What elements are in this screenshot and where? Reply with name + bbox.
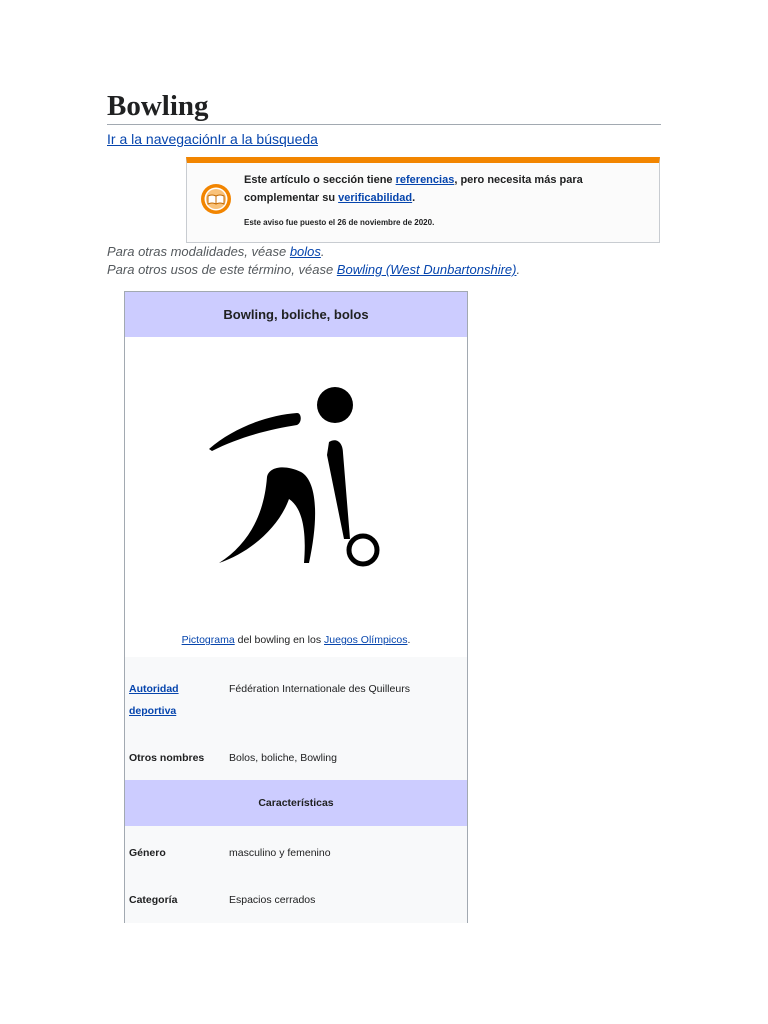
hatnote-suffix: . bbox=[320, 244, 325, 259]
bolos-link[interactable]: bolos bbox=[289, 244, 321, 259]
autoridad-deportiva-link[interactable]: Autoridad deportiva bbox=[129, 683, 179, 717]
hatnote-suffix: . bbox=[516, 262, 521, 277]
row-label: Otros nombres bbox=[129, 752, 205, 764]
notice-box bbox=[186, 157, 660, 243]
juegos-olimpicos-link[interactable]: Juegos Olímpicos bbox=[324, 634, 408, 646]
row-label: Género bbox=[129, 847, 166, 859]
notice-date: Este aviso fue puesto el 26 de noviembre de 2020. bbox=[244, 218, 435, 227]
notice-text-end: . bbox=[412, 192, 416, 204]
verifiability-link[interactable]: verificabilidad bbox=[338, 192, 413, 204]
bowling-west-dunbartonshire-link[interactable]: Bowling (West Dunbartonshire) bbox=[336, 262, 517, 277]
caption-middle: del bowling en los bbox=[234, 634, 325, 646]
infobox-section-caracteristicas: Características bbox=[125, 780, 467, 826]
book-warning-icon bbox=[200, 183, 232, 215]
references-link[interactable]: referencias bbox=[395, 174, 455, 186]
hatnote-otros-usos bbox=[107, 262, 520, 278]
row-value: masculino y femenino bbox=[229, 847, 331, 859]
infobox-caption bbox=[125, 634, 467, 646]
row-value: Espacios cerrados bbox=[229, 894, 316, 906]
caption-end: . bbox=[407, 634, 411, 646]
bowling-pictogram[interactable] bbox=[209, 387, 389, 572]
hatnote-prefix: Para otros usos de este término, véase bbox=[107, 262, 337, 277]
row-label bbox=[129, 678, 221, 722]
row-value: Fédération Internationale des Quilleurs bbox=[229, 683, 410, 695]
notice-text-prefix: Este artículo o sección tiene bbox=[244, 174, 396, 186]
notice-text bbox=[244, 171, 644, 207]
infobox-title: Bowling, boliche, bolos bbox=[125, 292, 467, 337]
page-title: Bowling bbox=[107, 88, 661, 125]
jump-links bbox=[107, 131, 318, 147]
infobox-image-area bbox=[125, 337, 467, 657]
hatnote-modalidades bbox=[107, 244, 325, 260]
infobox bbox=[124, 291, 468, 923]
row-value: Bolos, boliche, Bowling bbox=[229, 752, 337, 764]
notice-text-middle: , pero necesita más para complementar su bbox=[244, 174, 583, 204]
jump-to-navigation-link[interactable]: Ir a la navegación bbox=[107, 131, 218, 147]
jump-to-search-link[interactable]: Ir a la búsqueda bbox=[217, 131, 318, 147]
row-label: Categoría bbox=[129, 894, 178, 906]
hatnote-prefix: Para otras modalidades, véase bbox=[107, 244, 290, 259]
pictograma-link[interactable]: Pictograma bbox=[181, 634, 235, 646]
